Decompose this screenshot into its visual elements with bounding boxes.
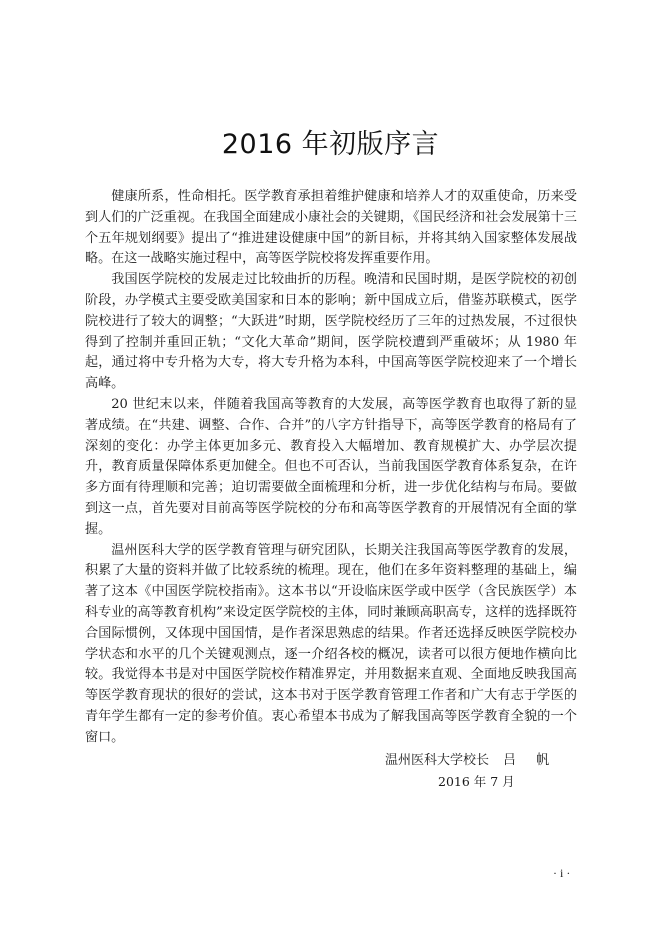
signature-role: 温州医科大学校长 xyxy=(385,753,490,768)
signature-name: 吕 帆 xyxy=(503,753,558,768)
signature-line xyxy=(385,749,557,768)
paragraph-2: 我国医学院校的发展走过比较曲折的历程。晚清和民国时期，是医学院校的初创阶段，办学模式主要受欧美国家和日本的影响；新中国成立后，借鉴苏联模式，医学院校进行了较大的调整；“大跃进”时期，医学院校经历了三年的过热发展，不过很快得到了控制并重回正轨；“文化大革命”期间，医学院校遭到严重破坏；从 1980 年起，通过将中专升格为大专，将大专升格为本科，中国高等医学院校迎来了一个增长高峰。 xyxy=(85,272,577,392)
signature-date: 2016 年 7 月 xyxy=(438,774,515,789)
paragraph-4: 温州医科大学的医学教育管理与研究团队，长期关注我国高等医学教育的发展，积累了大量的资料并做了比较系统的梳理。现在，他们在多年资料整理的基础上，编著了这本《中国医学院校指南》。这本书以“开设临床医学或中医学（含民族医学）本科专业的高等教育机构”来设定医学院校的主体，同时兼顾高职高专，这样的选择既符合国际惯例，又体现中国国情，是作者深思熟虑的结果。作者还选择反映医学院校办学状态和水平的几个关键观测点，逐一介绍各校的概况，读者可以很方便地作横向比较。我觉得本书是对中国医学院校作精准界定，并用数据来直观、全面地反映我国高等医学教育现状的很好的尝试，这本书对于医学教育管理工作者和广大有志于学医的青年学生都有一定的参考价值。衷心希望本书成为了解我国高等医学教育全貌的一个窗口。 xyxy=(85,542,577,745)
paragraph-1: 健康所系，性命相托。医学教育承担着维护健康和培养人才的双重使命，历来受到人们的广泛重视。在我国全面建成小康社会的关键期，《国民经济和社会发展第十三个五年规划纲要》提出了“推进建设健康中国”的新目标，并将其纳入国家整体发展战略。在这一战略实施过程中，高等医学院校将发挥重要作用。 xyxy=(85,189,577,267)
page-title: 2016 年初版序言 xyxy=(221,129,440,160)
page-number: · i · xyxy=(553,866,571,880)
paragraph-3: 20 世纪末以来，伴随着我国高等教育的大发展，高等医学教育也取得了新的显著成绩。在“共建、调整、合作、合并”的八字方针指导下，高等医学教育的格局有了深刻的变化：办学主体更加多元、教育投入大幅增加、教育规模扩大、办学层次提升，教育质量保障体系更加健全。但也不可否认，当前我国医学教育体系复杂，在许多方面有待理顺和完善；迫切需要做全面梳理和分析，进一步优化结构与布局。要做到这一点，首先要对目前高等医学院校的分布和高等医学教育的开展情况有全面的掌握。 xyxy=(85,396,577,537)
preface-body xyxy=(85,187,577,749)
